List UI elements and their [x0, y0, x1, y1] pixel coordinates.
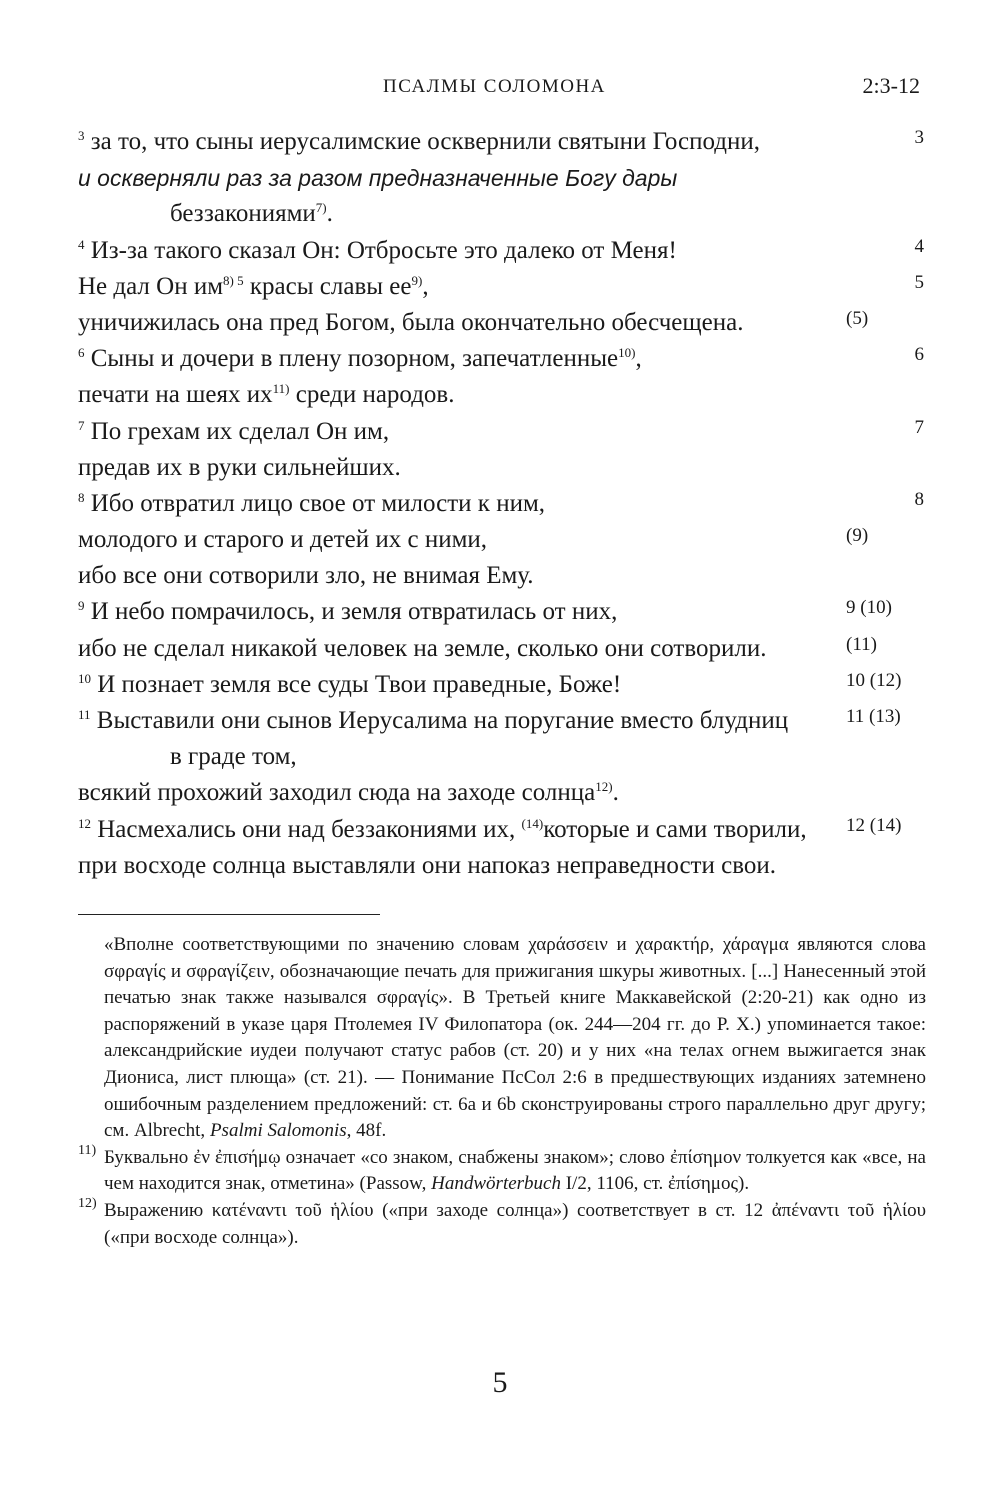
- verse-line: [78, 305, 928, 341]
- verse-line-text: $^{12}$ Насмехались они над беззакониями их, $^{(14)}$которые и сами творили,: [78, 815, 807, 843]
- verse-line-text: $^9$ И небо помрачилось, и земля отвратилась от них,: [78, 598, 618, 626]
- verse-line-text: $^8$ Ибо отвратил лицо свое от милости к ним,: [78, 489, 546, 517]
- verse-line: [78, 196, 928, 232]
- verse-line-text: $^7$ По грехам их сделал Он им,: [78, 417, 390, 445]
- psalm-text: [78, 124, 928, 884]
- verse-line-text: ибо все они сотворили зло, не внимая Ему.: [78, 562, 534, 590]
- verse-line-text: молодого и старого и детей их с ними,: [78, 526, 488, 554]
- verse-line-text: $^{11}$ Выставили они сынов Иерусалима на поругание вместо блудниц: [78, 707, 789, 734]
- footnote-ref: 10): [618, 345, 636, 361]
- verse-line: [78, 812, 928, 848]
- running-header: [0, 73, 1000, 106]
- alt-verse-number: 9 (10): [846, 597, 892, 619]
- verse-line-text: печати на шеях $их^{11)}$ среди народов.: [78, 381, 455, 409]
- margin-verse-number: 5: [914, 271, 924, 293]
- footnote-12: 12) Выражению κατέναντι τοῦ ἡλίου («при заходе солнца») соответствует в ст. 12 ἀπέναντι τοῦ ἡλίου («при восходе солнца»).: [78, 1195, 926, 1248]
- alt-verse-number: (11): [846, 633, 877, 655]
- margin-verse-number: 3: [914, 127, 924, 148]
- verse-line-text: в граде том,: [170, 743, 297, 771]
- verse-line-text: $^4$ Из-за такого сказал Он: Отбросьте это далеко от Меня!: [78, 236, 677, 264]
- footnote-number: 11): [78, 1142, 97, 1158]
- verse-number: 3: [78, 128, 85, 143]
- verse-number: 11: [78, 707, 91, 722]
- verse-line: [78, 160, 928, 196]
- verse-number: 9: [78, 598, 85, 614]
- verse-line: [78, 414, 928, 450]
- verse-number: 10: [78, 670, 91, 686]
- margin-verse-number: 8: [914, 488, 924, 510]
- verse-line: [78, 269, 928, 305]
- footnotes: [78, 932, 926, 1251]
- verse-line: [78, 739, 928, 775]
- verse-line: [78, 631, 928, 667]
- verse-line-text: ибо не сделал никакой человек на земле, сколько они сотворили.: [78, 634, 767, 662]
- verse-range: 2:3-12: [862, 73, 920, 98]
- verse-line: [78, 703, 928, 739]
- verse-number: 8: [78, 489, 85, 505]
- verse-line-text: $^3$ за то, что сыны иерусалимские осквернили святыни Господни,: [78, 128, 760, 155]
- alt-verse-number: (5): [846, 307, 869, 329]
- margin-verse-number: 7: [914, 416, 924, 438]
- footnote-ref: (14): [521, 815, 544, 831]
- footnote-ref: 11): [272, 381, 290, 397]
- verse-line-text: $^6$ Сыны и дочери в плену позорном, запечатленные$^{10)}$,: [78, 345, 642, 373]
- footnote-ref: 12): [595, 779, 613, 795]
- footnote-ref: 9): [411, 272, 423, 288]
- verse-number: 7: [78, 417, 85, 433]
- verse-line-text: $^{10}$ И познает земля все суды Твои праведные, Боже!: [78, 670, 622, 698]
- verse-line-text: предав их в руки сильнейших.: [78, 453, 401, 481]
- verse-line: [78, 522, 928, 558]
- verse-line: [78, 667, 928, 703]
- alt-verse-number: 10 (12): [846, 669, 902, 691]
- verse-number: 4: [78, 236, 85, 252]
- footnote-separator: [78, 914, 380, 915]
- verse-line: [78, 450, 928, 486]
- alt-verse-number: (9): [846, 525, 869, 547]
- running-title: ПСАЛМЫ СОЛОМОНА: [383, 76, 606, 97]
- verse-line: [78, 341, 928, 377]
- verse-line: [78, 486, 928, 522]
- margin-verse-number: 4: [914, 235, 924, 257]
- verse-line-text: всякий прохожий заходил сюда на заходе солнца$^{12)}$.: [78, 779, 619, 807]
- verse-line: [78, 775, 928, 811]
- verse-number: 6: [78, 345, 85, 361]
- verse-line: [78, 848, 928, 884]
- verse-number: 12: [78, 815, 91, 831]
- alt-verse-number: 11 (13): [846, 706, 901, 727]
- verse-line-text: уничижилась она пред Богом, была окончательно обесчещена.: [78, 308, 744, 336]
- verse-line: [78, 124, 928, 160]
- footnote-11: 11) Буквально ἐν ἐπισήμῳ означает «со знаком, снабжены знаком»; слово ἐπίσημον толкуется как «все, на чем находится знак, отметина» (Passow, Handwörterbuch I/2, 1106, ст. ἐπίσημος).: [78, 1142, 926, 1195]
- verse-line: [78, 558, 928, 594]
- footnote-ref: 7): [315, 200, 327, 216]
- verse-line: [78, 233, 928, 269]
- verse-line-text: при восходе солнца выставляли они напоказ неправедности свои.: [78, 851, 776, 879]
- verse-line-text: беззакониями$^{7)}$.: [170, 200, 333, 228]
- footnote-continued: «Вполне соответствующими по значению словам χαράσσειν и χαρακτήρ, χάραγμα являются слова σφραγίς и σφραγίζειν, обозначающие печать для прижигания шкуры животных. [...] Нанесенный этой печатью знак также назывался σφραγίς». В Третьей книге Маккавейской (2:20-21) как одно из распоряжений в указе царя Птолемея IV Филопатора (ок. 244—204 гг. до Р. Х.) упоминается такое: александрийские иудеи получают статус рабов (ст. 20) и у них «на телах огнем выжигается знак Диониса, лист плюща» (ст. 21). — Понимание ПсСол 2:6 в предшествующих изданиях затемнено ошибочным разделением предложений: ст. 6а и 6b сконструированы строго параллельно друг другу; см. Albrecht, Psalmi Salomonis, 48f.: [104, 934, 926, 1142]
- verse-line: [78, 377, 928, 413]
- margin-verse-number: 6: [914, 344, 924, 366]
- verse-line: [78, 594, 928, 630]
- footnote-ref: 8) 5: [223, 272, 244, 288]
- verse-line-text: Не дал Он $им^{8) 5}$ красы славы $ее^{9)}$,: [78, 272, 429, 300]
- footnote-number: 12): [78, 1195, 97, 1211]
- verse-line-text: и оскверняли раз за разом предназначенные Богу дары: [78, 165, 678, 192]
- alt-verse-number: 12 (14): [846, 814, 902, 836]
- page-number: 5: [492, 1366, 508, 1399]
